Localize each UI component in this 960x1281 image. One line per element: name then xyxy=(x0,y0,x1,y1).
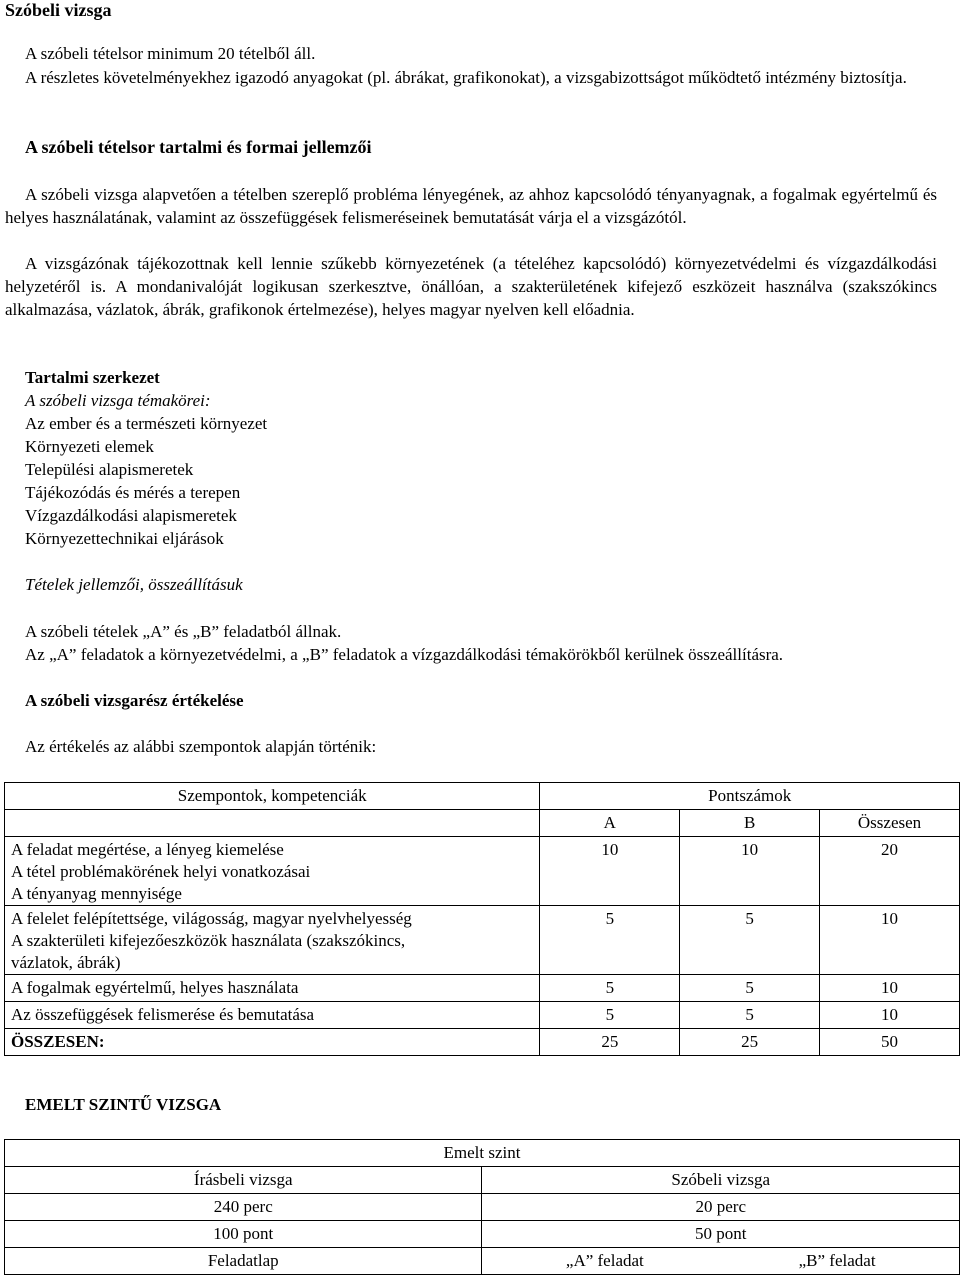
score-total: 20 xyxy=(820,837,960,906)
criteria-line: A tétel problémakörének helyi vonatkozásai xyxy=(11,862,311,881)
score-total: 10 xyxy=(820,1002,960,1029)
table-row xyxy=(5,1002,960,1029)
criteria-line: A felelet felépítettsége, világosság, magyar nyelvhelyesség xyxy=(11,909,412,928)
sum-a: 25 xyxy=(540,1029,680,1056)
table-row xyxy=(5,1167,960,1194)
criteria-cell xyxy=(5,837,540,906)
written-points: 100 pont xyxy=(5,1221,482,1248)
advanced-table-header xyxy=(5,1140,960,1167)
topic-item: Tájékozódás és mérés a terepen xyxy=(25,483,241,502)
score-a: 5 xyxy=(540,906,680,975)
oral-tasks xyxy=(482,1248,960,1275)
topic-item: Az ember és a természeti környezet xyxy=(25,414,268,433)
sub-header-a: A xyxy=(540,810,680,837)
score-total: 10 xyxy=(820,975,960,1002)
advanced-table xyxy=(4,1139,960,1275)
page-title: Szóbeli vizsga xyxy=(5,0,112,20)
table-row xyxy=(5,1221,960,1248)
criteria-column-header: Szempontok, kompetenciák xyxy=(5,783,540,810)
criteria-line: vázlatok, ábrák) xyxy=(11,953,121,972)
table-row xyxy=(5,975,960,1002)
paragraph-requirements: A szóbeli vizsga alapvetően a tételben szereplő probléma lényegének, az ahhoz kapcsolódó tényanyagnak, a fogalmak egyértelmű és helyes használatának, valamint az összefüggések felismeréseinek bemutatását várja el a vizsgázótól. xyxy=(5,185,937,227)
sub-header-total: Összesen xyxy=(820,810,960,837)
criteria-cell: Az összefüggések felismerése és bemutatása xyxy=(5,1002,540,1029)
table-row xyxy=(5,1248,960,1275)
items-line-1: A szóbeli tételek „A” és „B” feladatból állnak. xyxy=(25,622,342,641)
table-row xyxy=(5,906,960,975)
score-a: 10 xyxy=(540,837,680,906)
evaluation-heading: A szóbeli vizsgarész értékelése xyxy=(25,691,244,710)
score-a: 5 xyxy=(540,1002,680,1029)
intro-line-1: A szóbeli tételsor minimum 20 tételből áll. xyxy=(25,44,316,63)
sub-header-b: B xyxy=(680,810,820,837)
oral-time: 20 perc xyxy=(482,1194,960,1221)
table-sum-row xyxy=(5,1029,960,1056)
written-time: 240 perc xyxy=(5,1194,482,1221)
criteria-line: A szakterületi kifejezőeszközök használata (szakszókincs, xyxy=(11,931,406,950)
oral-points: 50 pont xyxy=(482,1221,960,1248)
oral-task-pair xyxy=(488,1248,953,1274)
items-label: Tételek jellemzői, összeállításuk xyxy=(25,575,243,594)
written-exam-label: Írásbeli vizsga xyxy=(5,1167,482,1194)
sum-b: 25 xyxy=(680,1029,820,1056)
empty-cell xyxy=(5,810,540,837)
written-task: Feladatlap xyxy=(5,1248,482,1275)
topic-item: Környezeti elemek xyxy=(25,437,154,456)
criteria-line: A feladat megértése, a lényeg kiemelése xyxy=(11,840,284,859)
score-b: 10 xyxy=(680,837,820,906)
criteria-cell: A fogalmak egyértelmű, helyes használata xyxy=(5,975,540,1002)
paragraph-expectations: A vizsgázónak tájékozottnak kell lennie szűkebb környezetének (a tételéhez kapcsolódó) környezetvédelmi és vízgazdálkodási helyzetéről is. A mondanivalóját logikusan szerkesztve, önállóan, a szakterületének kifejező eszközeit használva (szakszókincs alkalmazása, vázlatok, ábrák, grafikonok értelmezése), helyes magyar nyelven kell előadnia. xyxy=(5,254,937,319)
evaluation-intro: Az értékelés az alábbi szempontok alapján történik: xyxy=(25,737,377,756)
table-row xyxy=(5,1194,960,1221)
intro-line-2: A részletes követelményekhez igazodó anyagokat (pl. ábrákat, grafikonokat), a vizsgabizottságot működtető intézmény biztosítja. xyxy=(25,68,907,87)
criteria-line: A tényanyag mennyisége xyxy=(11,884,182,903)
evaluation-table-header xyxy=(5,783,960,810)
score-b: 5 xyxy=(680,975,820,1002)
oral-task-a: „A” feladat xyxy=(565,1251,644,1270)
topic-item: Vízgazdálkodási alapismeretek xyxy=(25,506,237,525)
score-b: 5 xyxy=(680,1002,820,1029)
score-total: 10 xyxy=(820,906,960,975)
points-column-header: Pontszámok xyxy=(540,783,960,810)
score-b: 5 xyxy=(680,906,820,975)
oral-exam-label: Szóbeli vizsga xyxy=(482,1167,960,1194)
advanced-level-header: Emelt szint xyxy=(5,1140,960,1167)
sum-total: 50 xyxy=(820,1029,960,1056)
table-row xyxy=(5,837,960,906)
topic-item: Települési alapismeretek xyxy=(25,460,194,479)
content-structure-heading: Tartalmi szerkezet xyxy=(25,368,160,387)
criteria-cell xyxy=(5,906,540,975)
items-line-2: Az „A” feladatok a környezetvédelmi, a „B” feladatok a vízgazdálkodási témakörökből kerülnek összeállításra. xyxy=(25,645,784,664)
evaluation-table xyxy=(4,782,960,1056)
advanced-heading: EMELT SZINTŰ VIZSGA xyxy=(25,1095,222,1114)
topics-label: A szóbeli vizsga témakörei: xyxy=(25,391,211,410)
topic-item: Környezettechnikai eljárások xyxy=(25,529,224,548)
sum-label: ÖSSZESEN: xyxy=(5,1029,540,1056)
evaluation-table-subheader xyxy=(5,810,960,837)
oral-task-b: „B” feladat xyxy=(798,1251,876,1270)
section-heading-formal: A szóbeli tételsor tartalmi és formai jellemzői xyxy=(25,137,372,157)
score-a: 5 xyxy=(540,975,680,1002)
